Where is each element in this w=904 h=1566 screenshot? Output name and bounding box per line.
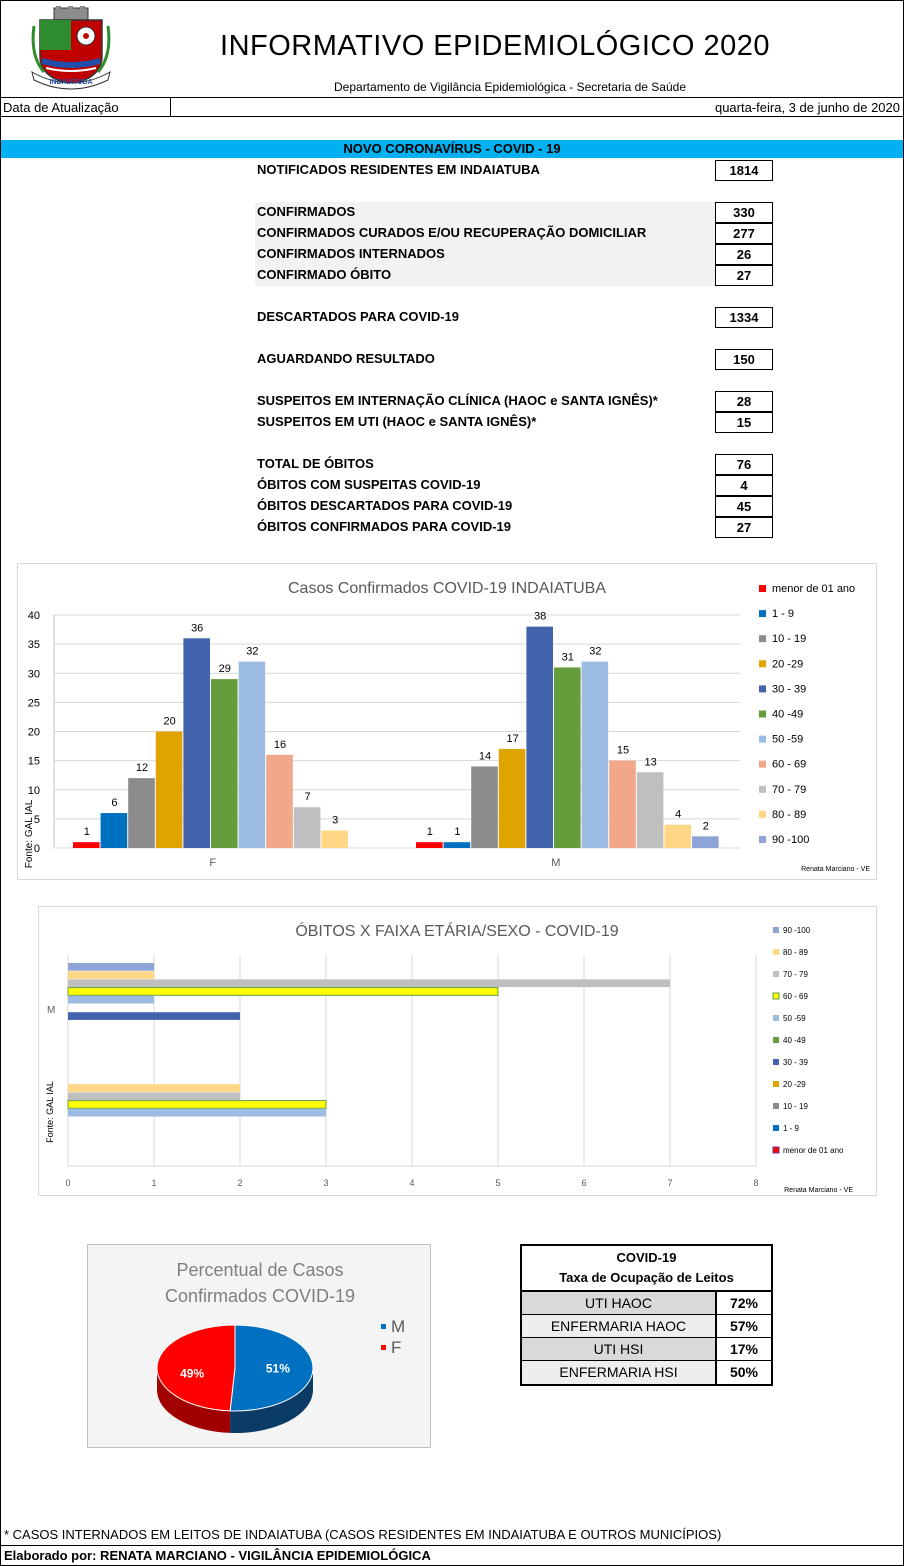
chart1-legend-label: 60 - 69: [772, 758, 807, 771]
stat-value-suspect-clinical: 28: [715, 391, 773, 412]
chart2-legend-label: 80 - 89: [783, 948, 808, 957]
pie-legend-swatch: [381, 1324, 386, 1329]
chart1-legend-label: 10 - 19: [772, 633, 807, 646]
occupancy-row-value: 72%: [717, 1292, 771, 1314]
occupancy-row-name: ENFERMARIA HSI: [522, 1361, 717, 1384]
chart2-x-tick: 8: [753, 1178, 759, 1188]
occupancy-title: COVID-19: [616, 1250, 677, 1265]
chart1-data-label: 29: [218, 663, 231, 676]
occupancy-row-enfermaria-haoc: [522, 1315, 771, 1338]
chart1-data-label: 14: [478, 750, 492, 763]
chart1-bar: [416, 842, 443, 848]
chart2-legend-swatch: [773, 1015, 779, 1021]
occupancy-row-enfermaria-hsi: [522, 1361, 771, 1384]
chart1-credit: Renata Marciano - VE: [801, 866, 870, 873]
chart1-bar: [211, 679, 238, 848]
chart1-data-label: 31: [561, 651, 574, 664]
chart1-data-label: 7: [304, 791, 311, 804]
stat-label-discarded: DESCARTADOS PARA COVID-19: [257, 309, 460, 324]
pie-label-m: 51%: [265, 1361, 290, 1376]
stat-value-deaths-suspect: 4: [715, 475, 773, 496]
chart1-data-label: 17: [506, 732, 519, 745]
chart1-legend-label: 50 -59: [772, 733, 804, 746]
chart1-legend-swatch: [759, 786, 766, 793]
chart2-y-label: Fonte: GAL IAL: [45, 1081, 55, 1143]
chart2-legend-swatch: [773, 949, 779, 955]
chart2-legend-label: menor de 01 ano: [783, 1146, 844, 1155]
occupancy-row-name: UTI HSI: [522, 1338, 717, 1360]
occupancy-row-value: 50%: [717, 1361, 771, 1384]
stat-value-suspect-icu: 15: [715, 412, 773, 433]
chart1-legend-label: menor de 01 ano: [772, 583, 856, 595]
chart1-legend-label: 80 - 89: [772, 808, 807, 821]
chart1-y-tick: 40: [27, 610, 40, 622]
stat-label-notified: NOTIFICADOS RESIDENTES EM INDAIATUBA: [257, 162, 540, 177]
chart1-legend-swatch: [759, 836, 766, 843]
stat-label-deaths-discarded: ÓBITOS DESCARTADOS PARA COVID-19: [257, 498, 513, 513]
chart2-legend-label: 40 -49: [783, 1036, 806, 1045]
chart1-bar: [294, 807, 321, 848]
chart1-data-label: 13: [644, 756, 657, 769]
chart1-legend-swatch: [759, 736, 766, 743]
chart1-data-label: 1: [426, 826, 433, 839]
chart1-data-label: 1: [454, 826, 461, 839]
chart1-bar: [582, 662, 609, 848]
chart2-bar: [68, 979, 670, 987]
stat-value-confirmed-death: 27: [715, 265, 773, 286]
chart1-bar: [637, 772, 664, 848]
stat-value-deaths-confirmed: 27: [715, 517, 773, 538]
chart2-x-tick: 4: [409, 1178, 415, 1188]
stat-label-deaths-confirmed: ÓBITOS CONFIRMADOS PARA COVID-19: [257, 519, 512, 534]
chart1-data-label: 38: [534, 610, 547, 623]
update-date-label: Data de Atualização: [3, 100, 119, 115]
section-banner: NOVO CORONAVÍRUS - COVID - 19: [1, 140, 903, 158]
pie-legend-label: M: [391, 1317, 406, 1336]
chart1-legend-label: 70 - 79: [772, 783, 807, 796]
stat-label-suspect-clinical: SUSPEITOS EM INTERNAÇÃO CLÍNICA (HAOC e SANTA IGNÊS)*: [257, 393, 658, 408]
chart1-data-label: 1: [83, 826, 90, 839]
chart1-bar: [101, 813, 128, 848]
stat-label-recovered: CONFIRMADOS CURADOS E/OU RECUPERAÇÃO DOMICILIAR: [257, 225, 647, 240]
city-coat-of-arms-logo: [30, 6, 112, 92]
deaths-chart: [39, 907, 876, 1195]
chart1-y-tick: 10: [27, 784, 40, 797]
chart1-bar: [499, 749, 526, 848]
chart1-legend-label: 20 -29: [772, 658, 804, 671]
chart2-x-tick: 7: [667, 1178, 673, 1188]
chart1-data-label: 20: [163, 715, 176, 728]
chart1-y-tick: 30: [27, 668, 40, 681]
chart1-category-label: M: [551, 857, 561, 869]
chart2-bar: [68, 988, 498, 996]
chart2-legend-swatch: [773, 1147, 779, 1153]
stat-label-total-deaths: TOTAL DE ÓBITOS: [257, 456, 374, 471]
occupancy-row-value: 57%: [717, 1315, 771, 1337]
chart1-bar: [266, 755, 293, 848]
chart1-legend-label: 30 - 39: [772, 683, 807, 696]
chart2-legend-swatch: [773, 1103, 779, 1109]
chart1-bar: [239, 662, 266, 848]
chart2-legend-swatch: [773, 1037, 779, 1043]
chart1-data-label: 16: [273, 738, 287, 751]
chart1-data-label: 2: [702, 820, 709, 833]
confirmed-cases-chart: [18, 564, 876, 879]
chart2-category-label: M: [47, 1005, 56, 1016]
stat-label-confirmed-death: CONFIRMADO ÓBITO: [257, 267, 392, 282]
chart1-legend-swatch: [759, 660, 766, 667]
chart1-bar: [321, 831, 348, 848]
chart2-legend-label: 70 - 79: [783, 970, 808, 979]
stat-value-recovered: 277: [715, 223, 773, 244]
chart1-category-label: F: [209, 857, 217, 869]
chart1-y-tick: 5: [33, 813, 40, 826]
occupancy-row-value: 17%: [717, 1338, 771, 1360]
chart1-bar: [554, 667, 581, 848]
pie-chart-panel: [87, 1244, 431, 1448]
occupancy-row-name: UTI HAOC: [522, 1292, 717, 1314]
occupancy-row-uti-hsi: [522, 1338, 771, 1361]
chart2-credit: Renata Marciano - VE: [784, 1187, 853, 1194]
chart2-bar: [68, 1109, 326, 1117]
update-date-row: [0, 97, 904, 117]
chart1-data-label: 36: [191, 622, 204, 635]
deaths-chart-panel: [38, 906, 877, 1196]
chart1-bar: [73, 842, 100, 848]
stat-label-deaths-suspect: ÓBITOS COM SUSPEITAS COVID-19: [257, 477, 481, 492]
chart2-legend-swatch: [773, 1125, 779, 1131]
chart1-legend-swatch: [759, 761, 766, 768]
chart1-y-tick: 20: [27, 726, 40, 739]
chart1-bar: [156, 732, 183, 849]
chart2-legend-label: 20 -29: [783, 1080, 806, 1089]
pie-legend-label: F: [391, 1338, 402, 1357]
chart1-y-tick: 25: [27, 697, 40, 710]
chart2-title: ÓBITOS X FAIXA ETÁRIA/SEXO - COVID-19: [295, 923, 619, 940]
chart2-legend-label: 90 -100: [783, 926, 811, 935]
chart1-legend-swatch: [759, 635, 766, 642]
pie-title-line-1: Percentual de Casos: [176, 1260, 344, 1280]
chart1-data-label: 32: [246, 645, 259, 658]
stat-value-hospitalized: 26: [715, 244, 773, 265]
pie-chart: [88, 1245, 430, 1447]
chart2-legend-swatch: [773, 1059, 779, 1065]
chart2-x-tick: 5: [495, 1178, 501, 1188]
chart2-legend-label: 50 -59: [783, 1014, 806, 1023]
chart1-legend-swatch: [759, 685, 766, 692]
page-subtitle: Departamento de Vigilância Epidemiológica - Secretaria de Saúde: [334, 80, 686, 94]
chart1-bar: [609, 761, 636, 848]
page-title: INFORMATIVO EPIDEMIOLÓGICO 2020: [220, 30, 770, 62]
chart1-y-tick: 15: [27, 755, 40, 768]
chart2-legend-swatch: [773, 971, 779, 977]
chart1-data-label: 15: [616, 744, 630, 757]
stat-value-discarded: 1334: [715, 307, 773, 328]
chart1-bar: [692, 836, 719, 848]
chart2-x-tick: 6: [581, 1178, 587, 1188]
chart1-legend-swatch: [759, 811, 766, 818]
chart2-legend-label: 30 - 39: [783, 1058, 808, 1067]
bed-occupancy-table: [520, 1244, 773, 1386]
stat-value-confirmed: 330: [715, 202, 773, 223]
chart1-bar: [183, 638, 210, 848]
author-credit: Elaborado por: RENATA MARCIANO - VIGILÂNCIA EPIDEMIOLÓGICA: [4, 1548, 431, 1563]
chart1-data-label: 12: [135, 762, 149, 775]
chart2-x-tick: 2: [237, 1178, 243, 1188]
chart2-bar: [68, 1101, 326, 1109]
chart1-bar: [664, 825, 691, 848]
chart2-legend-label: 1 - 9: [783, 1124, 800, 1133]
chart1-bar: [444, 842, 471, 848]
chart2-bar: [68, 971, 154, 979]
chart1-y-tick: 35: [27, 639, 40, 652]
chart1-data-label: 32: [589, 645, 602, 658]
chart1-legend-swatch: [759, 610, 766, 617]
occupancy-subtitle: Taxa de Ocupação de Leitos: [559, 1270, 734, 1285]
chart1-bar: [471, 766, 498, 848]
chart1-legend-label: 1 - 9: [772, 608, 795, 621]
date-divider: [170, 98, 171, 117]
chart1-legend-label: 40 -49: [772, 708, 804, 721]
chart2-bar: [68, 996, 154, 1004]
chart2-x-tick: 3: [323, 1178, 329, 1188]
chart1-y-tick: 0: [33, 843, 40, 855]
chart1-legend-label: 90 -100: [772, 834, 810, 846]
pie-title-line-2: Confirmados COVID-19: [164, 1286, 356, 1306]
chart2-x-tick: 1: [151, 1178, 157, 1188]
chart1-legend-swatch: [759, 585, 766, 592]
chart1-bar: [128, 778, 155, 848]
chart1-data-label: 6: [111, 797, 118, 810]
stat-value-total-deaths: 76: [715, 454, 773, 475]
chart2-legend-swatch: [773, 1081, 779, 1087]
chart2-bar: [68, 1012, 240, 1020]
chart2-x-tick: 0: [65, 1178, 71, 1188]
logo-motto: INDAIATUBA: [49, 79, 93, 86]
stat-label-awaiting: AGUARDANDO RESULTADO: [257, 351, 435, 366]
occupancy-row-name: ENFERMARIA HAOC: [522, 1315, 717, 1337]
pie-legend-swatch: [381, 1345, 386, 1350]
stat-label-hospitalized: CONFIRMADOS INTERNADOS: [257, 246, 445, 261]
chart1-data-label: 3: [332, 814, 339, 827]
footer-divider: [0, 1545, 904, 1546]
chart2-legend-label: 10 - 19: [783, 1102, 808, 1111]
stat-label-confirmed: CONFIRMADOS: [257, 204, 356, 219]
chart1-y-label: Fonte: GAL IAL: [24, 799, 35, 869]
chart2-bar: [68, 963, 154, 971]
chart1-data-label: 4: [675, 808, 682, 821]
update-date-value: quarta-feira, 3 de junho de 2020: [714, 100, 900, 115]
occupancy-row-uti-haoc: [522, 1292, 771, 1315]
chart2-bar: [68, 1084, 240, 1092]
chart2-bar: [68, 1092, 240, 1100]
stat-value-deaths-discarded: 45: [715, 496, 773, 517]
chart1-bar: [526, 627, 553, 848]
stat-value-notified: 1814: [715, 160, 773, 181]
pie-label-f: 49%: [180, 1366, 205, 1381]
occupancy-header: [522, 1246, 771, 1292]
confirmed-cases-chart-panel: [17, 563, 877, 880]
footnote: * CASOS INTERNADOS EM LEITOS DE INDAIATUBA (CASOS RESIDENTES EM INDAIATUBA E OUTROS MUNICÍPIOS): [4, 1527, 722, 1542]
stat-value-awaiting: 150: [715, 349, 773, 370]
chart1-title: Casos Confirmados COVID-19 INDAIATUBA: [287, 580, 607, 597]
chart2-legend-swatch: [773, 927, 779, 933]
chart1-legend-swatch: [759, 711, 766, 718]
chart2-legend-label: 60 - 69: [783, 992, 808, 1001]
chart2-legend-swatch: [773, 993, 779, 999]
stat-label-suspect-icu: SUSPEITOS EM UTI (HAOC e SANTA IGNÊS)*: [257, 414, 537, 429]
